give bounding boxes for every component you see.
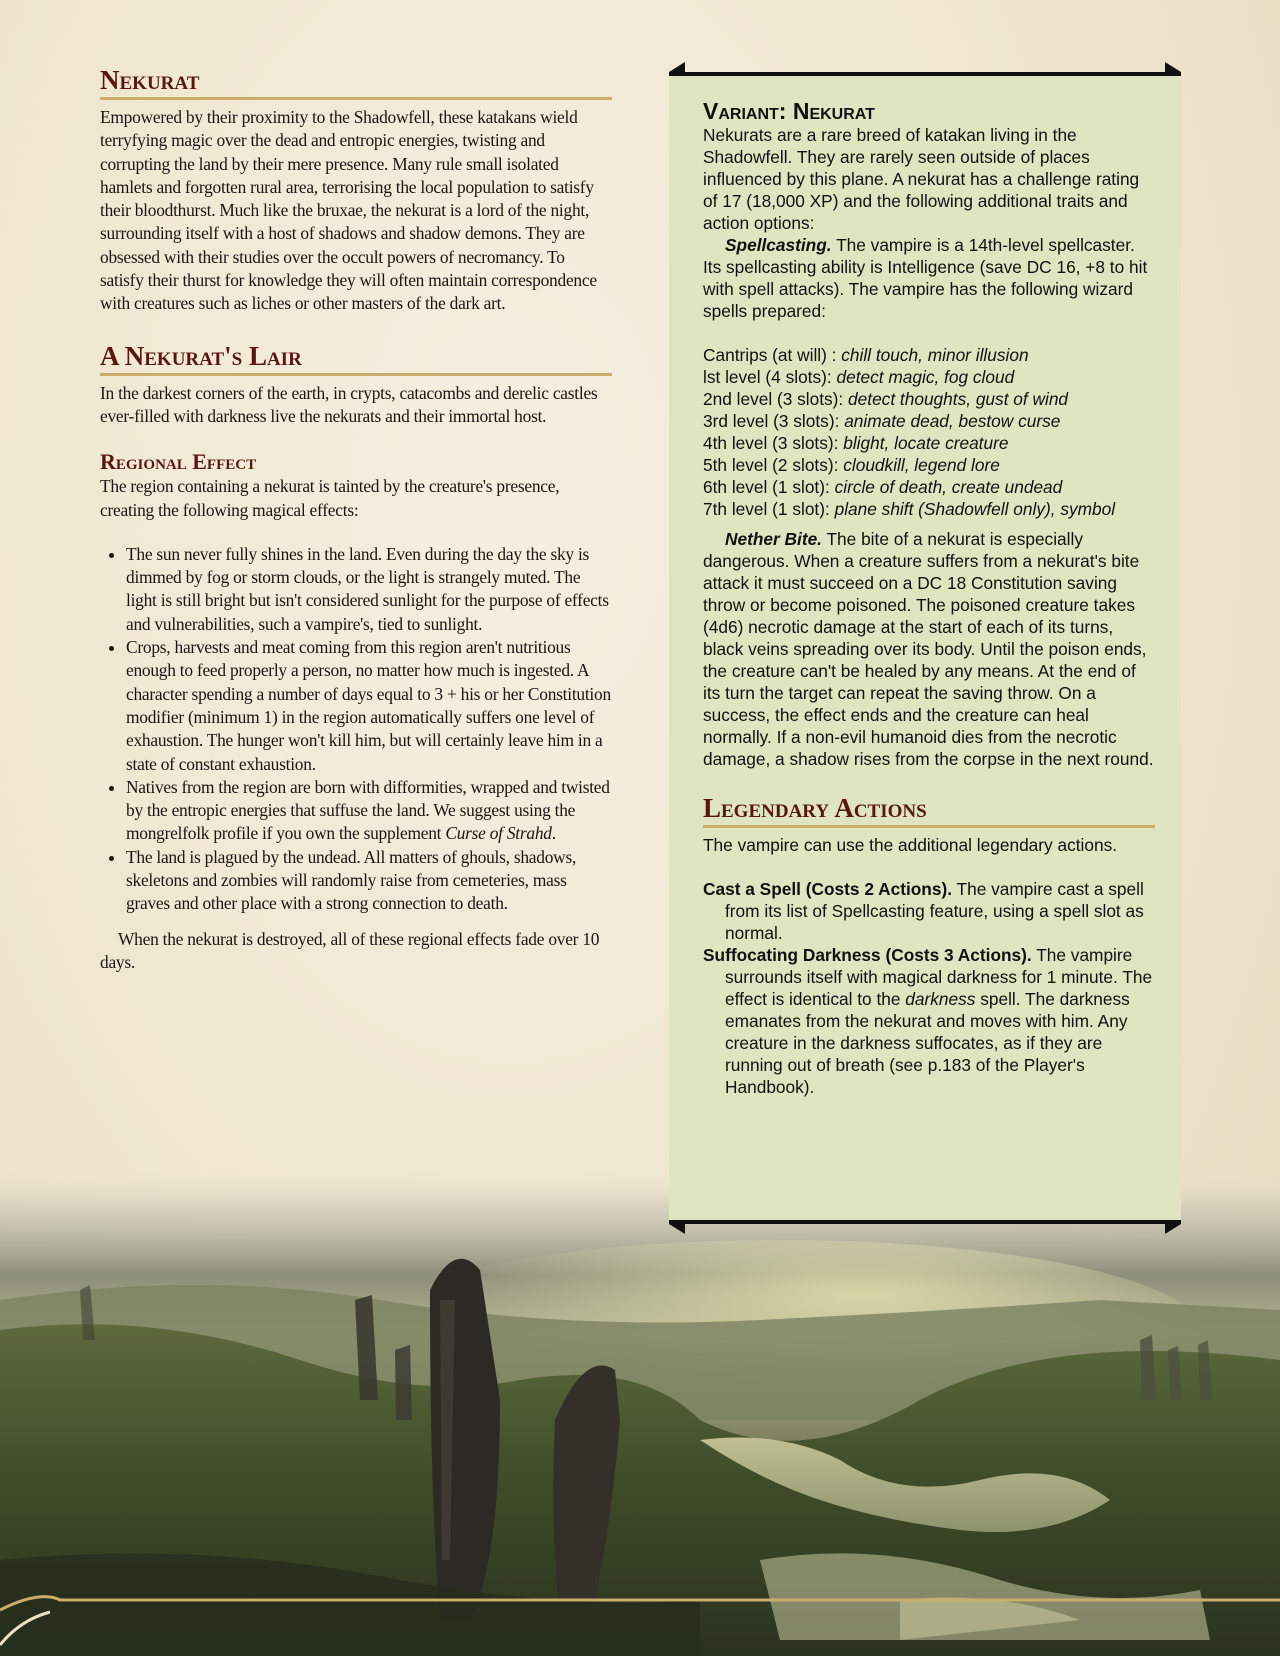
- note-corner: [1165, 1224, 1181, 1234]
- lair-text: In the darkest corners of the earth, in crypts, catacombs and derelic castles ever-filled with darkness live the nekurats and their immortal host.: [100, 382, 598, 426]
- spellcasting-trait: [703, 234, 1155, 322]
- list-item-text: Natives from the region are born with difformities, wrapped and twisted by the entropic energies that suffuse the land. We suggest using the mongrelfolk profile if you own the supplement: [126, 776, 610, 844]
- spell-line: Cantrips (at will) : chill touch, minor illusion: [703, 345, 1029, 365]
- legendary-intro: The vampire can use the additional legendary actions.: [703, 835, 1118, 855]
- closing-text: When the nekurat is destroyed, all of these regional effects fade over 10 days.: [100, 928, 600, 972]
- list-item: • The land is plagued by the undead. All matters of ghouls, shadows, skeletons and zombies will randomly raise from cemeteries, mass graves and other place with a strong connection to death.: [126, 846, 612, 916]
- list-item-end: .: [551, 823, 556, 844]
- legendary-heading-rule: [703, 792, 1155, 828]
- nether-bite-text: The bite of a nekurat is especially dangerous. When a creature suffers from a nekurat's bite attack it must succeed on a DC 18 Constitution saving throw or become poisoned. The poisoned creature takes (4d6) necrotic damage at the start of each of its turns, black veins spreading over its body. Until the poison ends, the creature can't be healed by any means. At the end of its turn the target can repeat the saving throw. On a success, the effect ends and the creature can heal normally. If a non-evil humanoid dies from the necrotic damage, a shadow rises from the corpse in the next round.: [703, 529, 1154, 769]
- note-corner: [669, 1224, 685, 1234]
- note-corner: [1165, 62, 1181, 72]
- action-text: The vampire cast a spell from its list of Spellcasting feature, using a spell slot as normal.: [725, 879, 1144, 943]
- action-text: The vampire surrounds itself with magical darkness for 1 minute. The effect is identical to the: [725, 945, 1153, 1009]
- variant-note-box: [669, 72, 1181, 1224]
- regional-effect-title: Regional Effect: [100, 449, 257, 475]
- list-item: • Crops, harvests and meat coming from this region aren't nutritious enough to feed properly a person, no matter how much is ingested. A character spending a number of days equal to 3 + his or her Constitution modifier (minimum 1) in the region automatically suffers one level of exhaustion. The hunger won't kill him, but will certainly leave him in a state of constant exhaustion.: [126, 636, 612, 776]
- variant-title: Variant: Nekurat: [703, 98, 875, 124]
- note-bottom-bar: [669, 1220, 1181, 1224]
- spell-line: 6th level (1 slot): circle of death, create undead: [703, 477, 1063, 497]
- nekurat-intro: Empowered by their proximity to the Shadowfell, these katakans wield terryfying magic over the dead and entropic energies, twisting and corrupting the land by their mere presence. Many rule small isolated hamlets and forgotten rural area, terrorising the local population to satisfy their bloodthurst. Much like the bruxae, the nekurat is a lord of the night, surrounding itself with a host of shadows and shadow demons. They are obsessed with their studies over the occult powers of necromancy. To satisfy their thurst for knowledge they will often maintain correspondence with creatures such as liches or other masters of the dark art.: [100, 107, 597, 314]
- action-text: spell. The darkness emanates from the nekurat and moves with him. Any creature in the darkness suffocates, as if they are running out of breath (see p.183 of the Player's Handbook).: [725, 989, 1130, 1097]
- left-column: [100, 64, 612, 974]
- list-item: • The sun never fully shines in the land. Even during the day the sky is dimmed by fog or storm clouds, or the light is strangely muted. The light is still bright but isn't considered sunlight for the purpose of effects and vulnerabilities, such a vampire's, tied to sunlight.: [126, 543, 612, 636]
- supplement-title: Curse of Strahd: [445, 823, 552, 844]
- lair-title: A Nekurat's Lair: [100, 340, 302, 371]
- spell-line: 7th level (1 slot): plane shift (Shadowfell only), symbol: [703, 499, 1116, 519]
- spellcasting-lead: Spellcasting.: [725, 235, 832, 255]
- nether-bite-lead: Nether Bite.: [725, 529, 822, 549]
- spell-line: lst level (4 slots): detect magic, fog cloud: [703, 367, 1015, 387]
- nether-bite-trait: [703, 528, 1155, 770]
- nekurat-heading-rule: [100, 64, 612, 100]
- spell-line: 5th level (2 slots): cloudkill, legend lore: [703, 455, 1000, 475]
- note-content: [703, 98, 1155, 1098]
- note-corner: [669, 62, 685, 72]
- spell-list: [703, 344, 1155, 520]
- lair-heading-rule: [100, 340, 612, 376]
- spell-name: darkness: [905, 989, 976, 1009]
- legendary-action-suffocating-darkness: [703, 944, 1155, 1098]
- regional-intro: The region containing a nekurat is tainted by the creature's presence, creating the following magical effects:: [100, 476, 560, 520]
- variant-intro: Nekurats are a rare breed of katakan living in the Shadowfell. They are rarely seen outside of places influenced by this plane. A nekurat has a challenge rating of 17 (18,000 XP) and the following additional traits and action options:: [703, 125, 1140, 233]
- note-top-bar: [669, 72, 1181, 76]
- spell-line: 3rd level (3 slots): animate dead, bestow curse: [703, 411, 1061, 431]
- legendary-action-cast-spell: [703, 878, 1155, 944]
- action-lead: Cast a Spell (Costs 2 Actions).: [703, 879, 953, 899]
- action-lead: Suffocating Darkness (Costs 3 Actions).: [703, 945, 1032, 965]
- spell-line: 4th level (3 slots): blight, locate creature: [703, 433, 1009, 453]
- legendary-actions-title: Legendary Actions: [703, 793, 927, 823]
- spell-line: 2nd level (3 slots): detect thoughts, gust of wind: [703, 389, 1069, 409]
- spellcasting-text: The vampire is a 14th-level spellcaster. Its spellcasting ability is Intelligence (save DC 16, +8 to hit with spell attacks). The vampire has the following wizard spells prepared:: [703, 235, 1148, 321]
- nekurat-title: Nekurat: [100, 65, 200, 95]
- regional-effects-list: [100, 543, 612, 916]
- list-item: [126, 776, 612, 846]
